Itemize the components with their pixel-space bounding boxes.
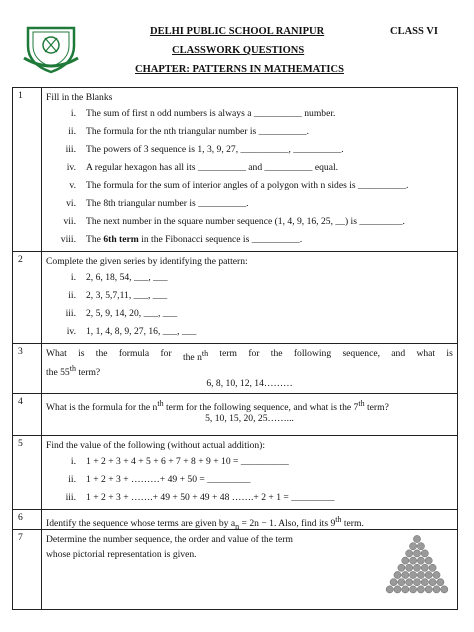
word: for bbox=[160, 348, 172, 359]
list-item bbox=[46, 105, 453, 123]
pyramid-dot bbox=[441, 586, 448, 593]
pyramid-dot bbox=[406, 550, 413, 557]
question-line: whose pictorial representation is given. bbox=[46, 549, 197, 560]
pyramid-dot bbox=[417, 543, 424, 550]
pyramid-dot bbox=[425, 586, 432, 593]
item-text-bold: 6th term bbox=[103, 234, 139, 245]
pyramid-dot bbox=[394, 571, 401, 578]
list-item bbox=[46, 195, 453, 213]
text: What is the formula for the n bbox=[46, 402, 158, 414]
pyramid-dot bbox=[429, 564, 436, 571]
item-text: The sum of first n odd numbers is always a __________ number. bbox=[86, 108, 336, 119]
item-text: 1 + 2 + 3 + 4 + 5 + 6 + 7 + 8 + 9 + 10 = __________ bbox=[86, 456, 289, 467]
item-numeral: v. bbox=[69, 180, 76, 191]
item-text-pre: The bbox=[86, 234, 104, 245]
question-title: Complete the given series by identifying the pattern: bbox=[46, 256, 248, 267]
question-row-4 bbox=[13, 394, 458, 436]
item-numeral: ii. bbox=[68, 474, 76, 485]
item-text: The next number in the square number sequence (1, 4, 9, 16, 25, __) is _________. bbox=[86, 216, 405, 227]
word: is bbox=[78, 348, 85, 359]
pyramid-dot bbox=[410, 543, 417, 550]
item-text: The formula for the sum of interior angles of a polygon with n sides is __________. bbox=[86, 180, 409, 191]
pyramid-dot bbox=[402, 586, 409, 593]
word bbox=[182, 346, 209, 364]
list-item bbox=[46, 287, 453, 305]
list-item bbox=[46, 123, 453, 141]
question-title: Fill in the Blanks bbox=[46, 92, 113, 103]
pyramid-dot bbox=[398, 579, 405, 586]
item-text: The 8th triangular number is __________. bbox=[86, 198, 249, 209]
dot-pyramid-figure bbox=[383, 534, 451, 596]
school-logo bbox=[22, 24, 80, 74]
pyramid-dot bbox=[390, 579, 397, 586]
pyramid-dot bbox=[417, 557, 424, 564]
list-item bbox=[46, 177, 453, 195]
question-row-2 bbox=[13, 252, 458, 344]
chapter-title: CHAPTER: PATTERNS IN MATHEMATICS bbox=[135, 64, 344, 75]
question-line bbox=[46, 361, 453, 379]
item-numeral: vii. bbox=[63, 216, 76, 227]
pyramid-dot bbox=[421, 564, 428, 571]
questions-table bbox=[12, 87, 458, 610]
pyramid-dot bbox=[413, 564, 420, 571]
question-number: 1 bbox=[13, 88, 42, 252]
word: term bbox=[219, 348, 238, 359]
pyramid-dot bbox=[410, 586, 417, 593]
list-item bbox=[46, 471, 453, 489]
text: = 2n − 1. Also, find its 9 bbox=[239, 518, 336, 530]
pyramid-dot bbox=[417, 586, 424, 593]
word: for bbox=[248, 348, 260, 359]
sheet-subtitle: CLASSWORK QUESTIONS bbox=[172, 45, 305, 56]
list-item bbox=[46, 323, 453, 341]
word-nth: the n bbox=[182, 352, 202, 364]
pyramid-dot bbox=[413, 579, 420, 586]
pyramid-dot bbox=[406, 564, 413, 571]
text: term? bbox=[364, 402, 389, 414]
list-item bbox=[46, 453, 453, 471]
question-body bbox=[42, 344, 458, 394]
word: the bbox=[270, 348, 283, 359]
word: formula bbox=[118, 348, 150, 359]
sequence: 5, 10, 15, 20, 25……... bbox=[205, 413, 294, 424]
item-numeral: ii. bbox=[68, 126, 76, 137]
question-row-7 bbox=[13, 530, 458, 610]
pyramid-dot bbox=[410, 557, 417, 564]
item-numeral: viii. bbox=[60, 234, 76, 245]
pyramid-dot bbox=[437, 579, 444, 586]
question-body bbox=[42, 88, 458, 252]
question-title: Find the value of the following (without actual addition): bbox=[46, 440, 266, 451]
word: what bbox=[416, 348, 436, 359]
list-item bbox=[46, 231, 453, 249]
question-line bbox=[46, 512, 453, 532]
item-text: 1, 1, 4, 8, 9, 27, 16, ___, ___ bbox=[86, 326, 197, 337]
superscript: th bbox=[335, 515, 342, 524]
item-text bbox=[86, 231, 302, 249]
list-item bbox=[46, 213, 453, 231]
sequence: 6, 8, 10, 12, 14……… bbox=[206, 378, 293, 389]
item-numeral: i. bbox=[70, 272, 76, 283]
question-body bbox=[42, 510, 458, 530]
pyramid-dot bbox=[406, 579, 413, 586]
item-numeral: i. bbox=[70, 456, 76, 467]
superscript: th bbox=[201, 349, 209, 358]
pyramid-dot bbox=[398, 564, 405, 571]
item-numeral: iv. bbox=[66, 162, 76, 173]
superscript: th bbox=[69, 364, 76, 373]
pyramid-dot bbox=[425, 557, 432, 564]
class-label: CLASS VI bbox=[390, 26, 438, 37]
text: term for the following sequence, and what is the 7 bbox=[163, 402, 359, 414]
list-item bbox=[46, 489, 453, 507]
pyramid-dot bbox=[386, 586, 393, 593]
item-text: The formula for the nth triangular number is __________. bbox=[86, 126, 310, 137]
word: the bbox=[95, 348, 108, 359]
question-line bbox=[46, 346, 453, 364]
list-item bbox=[46, 305, 453, 323]
item-text-post: in the Fibonacci sequence is __________. bbox=[138, 234, 303, 245]
question-body bbox=[42, 394, 458, 436]
school-name: DELHI PUBLIC SCHOOL RANIPUR bbox=[150, 26, 325, 37]
question-row-1 bbox=[13, 88, 458, 252]
word: and bbox=[391, 348, 406, 359]
item-numeral: iii. bbox=[65, 144, 76, 155]
item-numeral: iii. bbox=[65, 308, 76, 319]
question-body bbox=[42, 436, 458, 510]
item-text: 1 + 2 + 3 + ………+ 49 + 50 = _________ bbox=[86, 474, 251, 485]
pyramid-dot bbox=[413, 535, 420, 542]
question-number: 4 bbox=[13, 394, 42, 436]
question-line: Determine the number sequence, the order and value of the term bbox=[46, 534, 293, 545]
question-body bbox=[42, 252, 458, 344]
item-numeral: iii. bbox=[65, 492, 76, 503]
item-text: 2, 5, 9, 14, 20, ___, ___ bbox=[86, 308, 178, 319]
pyramid-dot bbox=[429, 579, 436, 586]
question-number: 2 bbox=[13, 252, 42, 344]
text: term? bbox=[75, 367, 101, 379]
question-number: 7 bbox=[13, 530, 42, 610]
item-text: 2, 6, 18, 54, ___, ___ bbox=[86, 272, 168, 283]
question-row-5 bbox=[13, 436, 458, 510]
item-numeral: vi. bbox=[66, 198, 76, 209]
pyramid-dot bbox=[402, 571, 409, 578]
pyramid-dot bbox=[421, 579, 428, 586]
item-text: The powers of 3 sequence is 1, 3, 9, 27, __________, __________. bbox=[86, 144, 344, 155]
pyramid-dot bbox=[421, 550, 428, 557]
question-number: 5 bbox=[13, 436, 42, 510]
text: the 55 bbox=[46, 367, 70, 379]
item-numeral: ii. bbox=[68, 290, 76, 301]
pyramid-dot bbox=[413, 550, 420, 557]
text: term. bbox=[341, 518, 364, 530]
item-numeral: i. bbox=[70, 108, 76, 119]
pyramid-dot bbox=[394, 586, 401, 593]
pyramid-dot bbox=[417, 571, 424, 578]
item-text: 1 + 2 + 3 + …….+ 49 + 50 + 49 + 48 …….+ 2 + 1 = _________ bbox=[86, 492, 335, 503]
item-text: A regular hexagon has all its __________ and __________ equal. bbox=[86, 162, 339, 173]
list-item bbox=[46, 159, 453, 177]
word: sequence, bbox=[342, 348, 380, 359]
question-number: 6 bbox=[13, 510, 42, 530]
pyramid-dot bbox=[402, 557, 409, 564]
item-numeral: iv. bbox=[66, 326, 76, 337]
list-item bbox=[46, 269, 453, 287]
word: What bbox=[46, 348, 67, 359]
word: following bbox=[293, 348, 332, 359]
item-text: 2, 3, 5,7,11, ___, ___ bbox=[86, 290, 168, 301]
superscript: th bbox=[157, 399, 164, 408]
pyramid-dot bbox=[410, 571, 417, 578]
word: is bbox=[446, 348, 453, 359]
question-number: 3 bbox=[13, 344, 42, 394]
question-line bbox=[46, 396, 453, 414]
pyramid-dot bbox=[433, 586, 440, 593]
question-row-6 bbox=[13, 510, 458, 530]
question-body bbox=[42, 530, 458, 610]
question-row-3 bbox=[13, 344, 458, 394]
superscript: th bbox=[358, 399, 365, 408]
pyramid-dot bbox=[425, 571, 432, 578]
subscript: n bbox=[235, 522, 240, 532]
list-item bbox=[46, 141, 453, 159]
pyramid-dot bbox=[433, 571, 440, 578]
text: Identify the sequence whose terms are given by a bbox=[46, 518, 236, 530]
